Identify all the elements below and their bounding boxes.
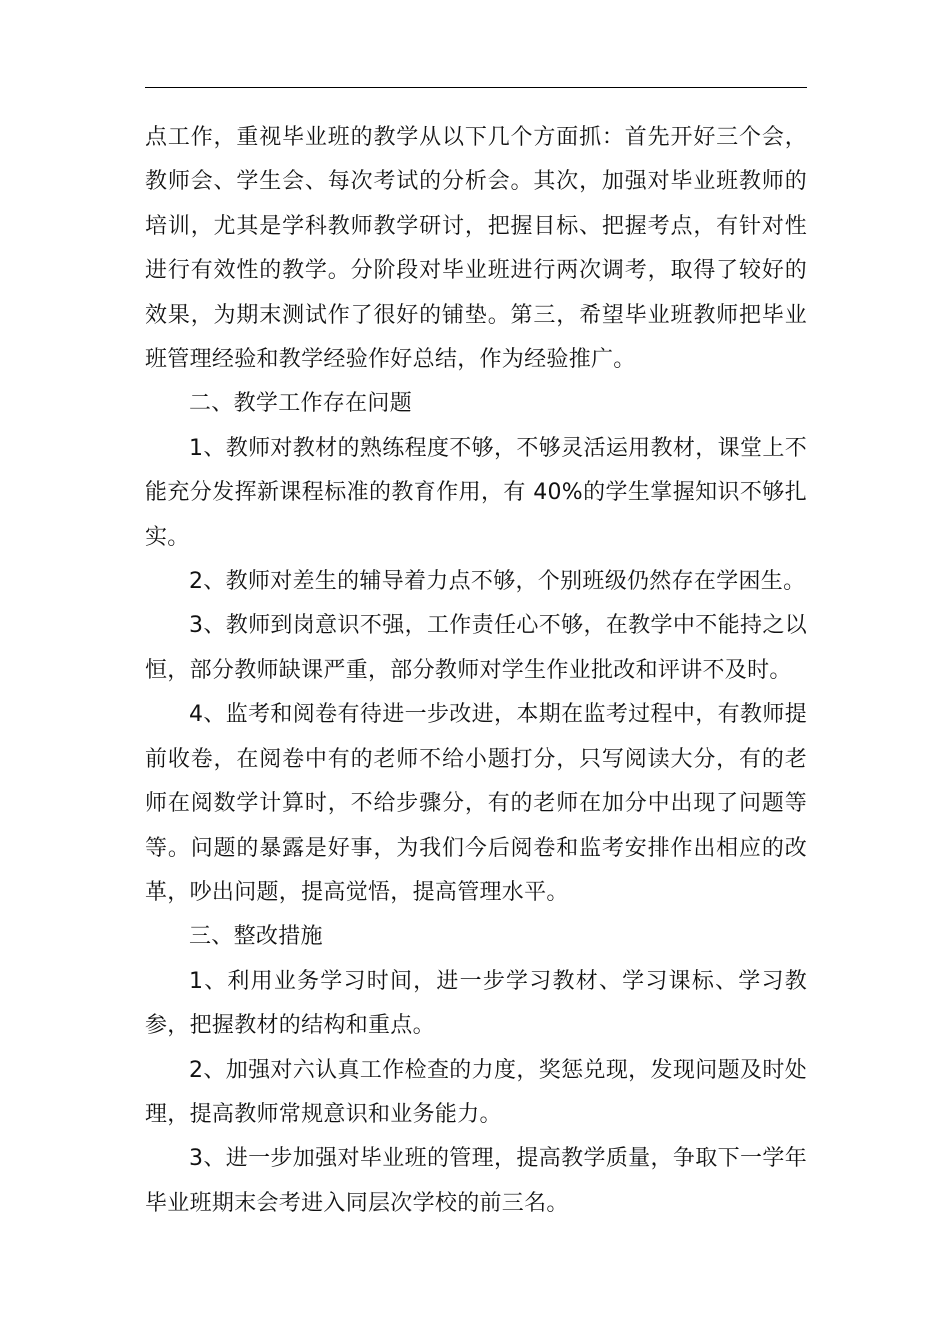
header-rule xyxy=(145,87,807,88)
measure-item-2: 2、加强对六认真工作检查的力度，奖惩兑现，发现问题及时处理，提高教师常规意识和业务能力。 xyxy=(145,1057,807,1127)
measure-item-3: 3、进一步加强对毕业班的管理，提高教学质量，争取下一学年毕业班期末会考进入同层次学校的前三名。 xyxy=(145,1146,807,1216)
section-heading-problems: 二、教学工作存在问题 xyxy=(189,391,413,417)
problem-item-3: 3、教师到岗意识不强，工作责任心不够，在教学中不能持之以恒，部分教师缺课严重，部分教师对学生作业批改和评讲不及时。 xyxy=(145,613,807,683)
problem-item-4: 4、监考和阅卷有待进一步改进，本期在监考过程中，有教师提前收卷，在阅卷中有的老师不给小题打分，只写阅读大分，有的老师在阅数学计算时，不给步骤分，有的老师在加分中出现了问题等等。问题的暴露是好事，为我们今后阅卷和监考安排作出相应的改革，吵出问题，提高觉悟，提高管理水平。 xyxy=(145,702,807,905)
paragraph-continuation: 点工作，重视毕业班的教学从以下几个方面抓：首先开好三个会，教师会、学生会、每次考试的分析会。其次，加强对毕业班教师的培训，尤其是学科教师教学研讨，把握目标、把握考点，有针对性进行有效性的教学。分阶段对毕业班进行两次调考，取得了较好的效果，为期末测试作了很好的铺垫。第三，希望毕业班教师把毕业班管理经验和教学经验作好总结，作为经验推广。 xyxy=(145,125,807,373)
problem-item-1: 1、教师对教材的熟练程度不够，不够灵活运用教材，课堂上不能充分发挥新课程标准的教育作用，有 40%的学生掌握知识不够扎实。 xyxy=(145,435,807,550)
measure-item-1: 1、利用业务学习时间，进一步学习教材、学习课标、学习教参，把握教材的结构和重点。 xyxy=(145,968,807,1039)
section-heading-measures: 三、整改措施 xyxy=(189,924,323,950)
document-body xyxy=(145,116,807,1226)
problem-item-2: 2、教师对差生的辅导着力点不够，个别班级仍然存在学困生。 xyxy=(189,569,806,595)
